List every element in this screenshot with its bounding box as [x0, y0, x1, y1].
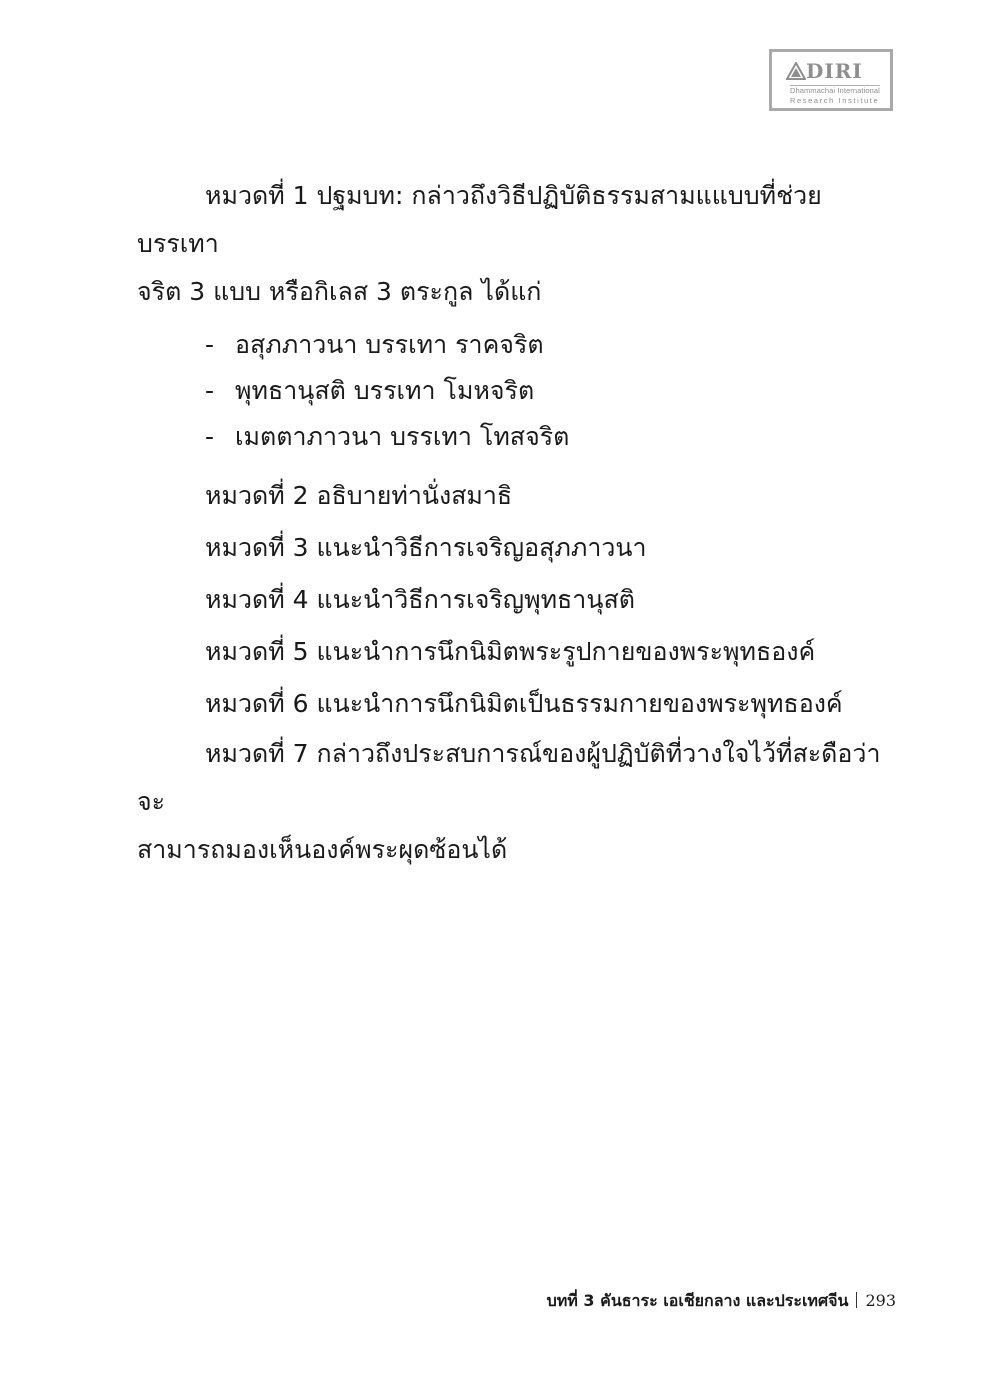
page-body: [137, 172, 900, 874]
list-item: [205, 414, 900, 460]
practice-list: [137, 322, 900, 460]
list-dash: -: [205, 330, 215, 359]
diri-logo: [769, 49, 893, 111]
logo-title: DIRI: [806, 59, 863, 83]
list-dash: -: [205, 422, 215, 451]
chapter-4-line: หมวดที่ 4 แนะนำวิธีการเจริญพุทธานุสติ: [205, 585, 635, 614]
logo-subtitle-line2: Research Institute: [790, 96, 880, 105]
list-dash: -: [205, 376, 215, 405]
chapter-5-line: หมวดที่ 5 แนะนำการนึกนิมิตพระรูปกายของพระพุทธองค์: [205, 637, 816, 666]
list-item-text: เมตตาภาวนา บรรเทา โทสจริต: [235, 422, 570, 451]
chapter-6-line: หมวดที่ 6 แนะนำการนึกนิมิตเป็นธรรมกายของพระพุทธองค์: [205, 689, 843, 718]
chapter-2-line: หมวดที่ 2 อธิบายท่านั่งสมาธิ: [205, 481, 513, 510]
list-item: [205, 322, 900, 368]
chapter-1-line-2: จริต 3 แบบ หรือกิเลส 3 ตระกูล ได้แก่: [137, 277, 542, 306]
chapter-7-paragraph: [137, 730, 900, 874]
page-footer: [400, 1289, 896, 1314]
chapter-3-line: หมวดที่ 3 แนะนำวิธีการเจริญอสุภภาวนา: [205, 533, 647, 562]
triangle-logo-icon: [786, 62, 806, 80]
list-item-text: อสุภภาวนา บรรเทา ราคจริต: [235, 330, 544, 359]
page-number: 293: [865, 1291, 896, 1310]
chapter-7-line-2: สามารถมองเห็นองค์พระผุดซ้อนได้: [137, 835, 508, 864]
footer-separator: [856, 1292, 857, 1308]
chapter-1-paragraph: [137, 172, 900, 316]
footer-chapter-title: บทที่ 3 คันธาระ เอเชียกลาง และประเทศจีน: [546, 1291, 849, 1310]
chapter-7-line-1: หมวดที่ 7 กล่าวถึงประสบการณ์ของผู้ปฏิบัติที่วางใจไว้ที่สะดือว่าจะ: [137, 739, 881, 816]
chapter-1-line-1: หมวดที่ 1 ปฐมบท: กล่าวถึงวิธีปฏิบัติธรรมสามแแบบที่ช่วยบรรเทา: [137, 181, 822, 258]
logo-subtitle-line1: Dhammachai International: [790, 86, 880, 95]
list-item-text: พุทธานุสติ บรรเทา โมหจริต: [235, 376, 535, 405]
list-item: [205, 368, 900, 414]
